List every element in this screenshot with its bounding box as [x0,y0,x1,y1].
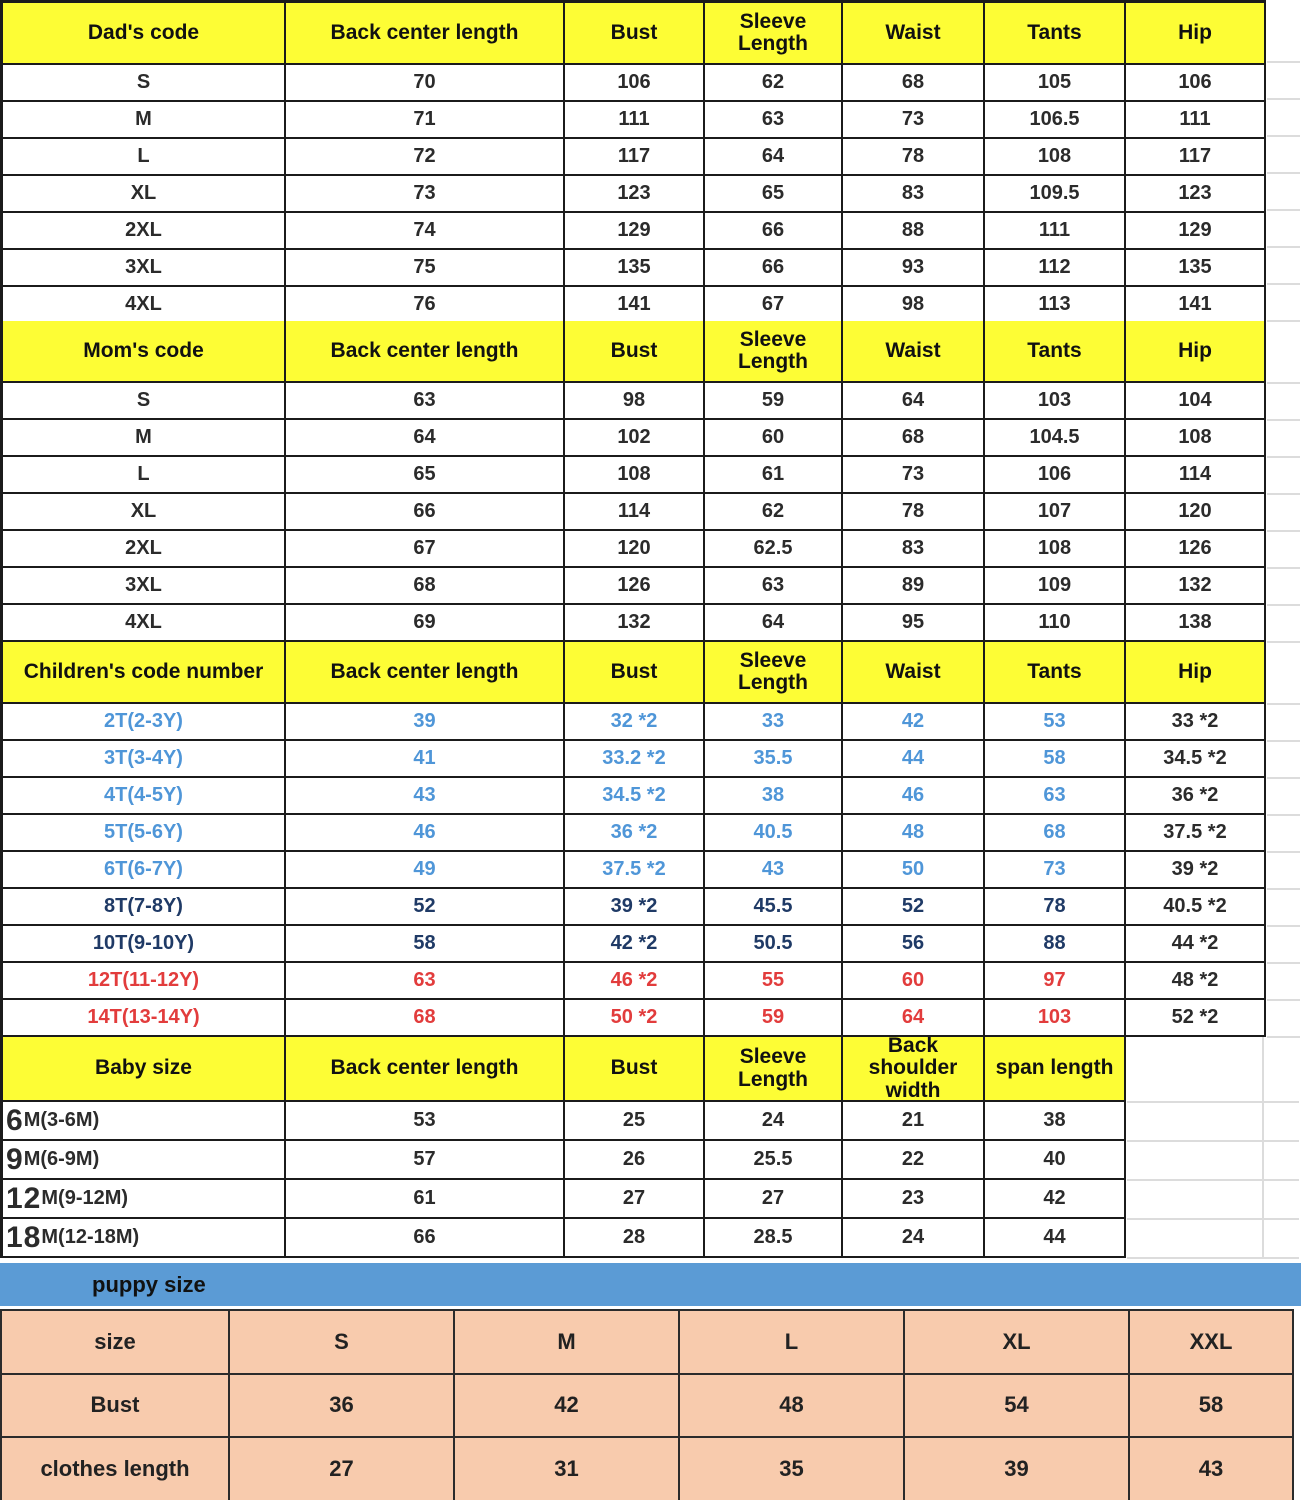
table-cell: 46 [843,778,985,815]
table-cell: 25.5 [705,1141,843,1180]
table-cell: 38 [985,1102,1126,1141]
table-cell: 76 [286,287,565,324]
row-label [3,1141,286,1180]
table-cell: 21 [843,1102,985,1141]
table-cell: 106 [1126,65,1266,102]
table-cell: 39 *2 [1126,852,1266,889]
column-header: Waist [843,321,985,383]
row-label-rest: M(6-9M) [23,1148,100,1170]
table-cell: 93 [843,250,985,287]
table-cell: 78 [985,889,1126,926]
row-label [3,1102,286,1141]
table-cell: 141 [1126,287,1266,324]
table-cell: 111 [565,102,705,139]
row-label: M [3,420,286,457]
table-cell: 120 [565,531,705,568]
faint-gridline [1127,1101,1299,1103]
row-label: 4XL [3,287,286,324]
table-cell: 66 [705,250,843,287]
table-cell: 50 *2 [565,1000,705,1037]
faint-gridline [1267,61,1300,63]
table-cell: 95 [843,605,985,642]
table-cell: 126 [565,568,705,605]
table-cell: 104.5 [985,420,1126,457]
table-cell: 62 [705,65,843,102]
row-label: size [2,1311,230,1375]
table-cell: 33 [705,704,843,741]
table-cell: 63 [705,568,843,605]
table-cell: 59 [705,1000,843,1037]
table-cell: 64 [843,1000,985,1037]
table-cell: 52 [286,889,565,926]
table-cell: 45.5 [705,889,843,926]
table-cell: 126 [1126,531,1266,568]
table-cell: 63 [286,383,565,420]
table-cell: 111 [1126,102,1266,139]
table-cell: 97 [985,963,1126,1000]
row-label: 2XL [3,531,286,568]
table-cell: 39 [905,1438,1130,1500]
table-cell: 38 [705,778,843,815]
table-cell: 58 [985,741,1126,778]
size-table-baby [0,1037,1128,1258]
row-label: 2XL [3,213,286,250]
faint-gridline [1267,320,1300,322]
size-table-dad [0,0,1266,324]
table-cell: 58 [1130,1375,1294,1439]
table-cell: 123 [565,176,705,213]
table-cell: 102 [565,420,705,457]
table-cell: 61 [705,457,843,494]
table-cell: 36 *2 [1126,778,1266,815]
column-header: Sleeve Length [705,642,843,704]
row-label: 3XL [3,568,286,605]
row-label: 4XL [3,605,286,642]
table-cell: 110 [985,605,1126,642]
table-cell: 73 [843,102,985,139]
row-label-big: 18 [6,1220,42,1254]
table-cell: 109 [985,568,1126,605]
table-cell: 27 [705,1180,843,1219]
row-label: 12T(11-12Y) [3,963,286,1000]
table-cell: 23 [843,1180,985,1219]
table-cell: 55 [705,963,843,1000]
column-header: Hip [1126,3,1266,65]
table-cell: 75 [286,250,565,287]
table-cell: 108 [1126,420,1266,457]
faint-gridline [1267,888,1300,890]
table-cell: 48 *2 [1126,963,1266,1000]
table-cell: 64 [705,605,843,642]
row-label: L [3,457,286,494]
faint-gridline [1267,493,1300,495]
row-label-rest: M(3-6M) [23,1109,100,1131]
faint-gridline [1127,1140,1299,1142]
faint-gridline [1267,962,1300,964]
column-header: Hip [1126,321,1266,383]
column-header: Bust [565,321,705,383]
faint-gridline [1267,999,1300,1001]
table-cell: 28 [565,1219,705,1258]
row-label: clothes length [2,1438,230,1500]
table-cell: 105 [985,65,1126,102]
table-cell: 106 [985,457,1126,494]
table-cell: 68 [985,815,1126,852]
table-cell: 52 [843,889,985,926]
row-label: 14T(13-14Y) [3,1000,286,1037]
table-cell: 26 [565,1141,705,1180]
table-cell: M [455,1311,680,1375]
table-cell: 106 [565,65,705,102]
table-cell: 63 [985,778,1126,815]
row-label: XL [3,176,286,213]
row-label: S [3,383,286,420]
table-cell: 70 [286,65,565,102]
table-cell: 135 [1126,250,1266,287]
table-cell: 27 [565,1180,705,1219]
table-cell: 60 [843,963,985,1000]
column-header: Tants [985,321,1126,383]
row-label: M [3,102,286,139]
faint-gridline [1267,530,1300,532]
table-cell: 50.5 [705,926,843,963]
row-label-rest: M(12-18M) [41,1226,140,1248]
table-title: Mom's code [3,321,286,383]
table-title: Baby size [3,1037,286,1102]
table-cell: 66 [705,213,843,250]
faint-gridline [1267,814,1300,816]
table-cell: 54 [905,1375,1130,1439]
table-cell: 66 [286,494,565,531]
row-label: 3XL [3,250,286,287]
table-cell: 33 *2 [1126,704,1266,741]
table-cell: 73 [286,176,565,213]
table-cell: 61 [286,1180,565,1219]
table-cell: 68 [843,420,985,457]
table-cell: 25 [565,1102,705,1141]
puppy-size-band-label: puppy size [92,1271,206,1297]
table-cell: 24 [705,1102,843,1141]
table-cell: 37.5 *2 [565,852,705,889]
table-cell: 34.5 *2 [1126,741,1266,778]
table-cell: 36 *2 [565,815,705,852]
table-cell: 52 *2 [1126,1000,1266,1037]
table-cell: 53 [985,704,1126,741]
row-label: 3T(3-4Y) [3,741,286,778]
faint-gridline [1267,456,1300,458]
faint-gridline [1267,98,1300,100]
table-cell: 35.5 [705,741,843,778]
table-cell: 88 [985,926,1126,963]
table-cell: 58 [286,926,565,963]
table-cell: 28.5 [705,1219,843,1258]
table-cell: 104 [1126,383,1266,420]
column-header: Sleeve Length [705,3,843,65]
table-cell: 71 [286,102,565,139]
column-header: Waist [843,642,985,704]
table-cell: 114 [1126,457,1266,494]
table-title: Dad's code [3,3,286,65]
table-cell: 33.2 *2 [565,741,705,778]
faint-gridline [1267,777,1300,779]
table-cell: 103 [985,383,1126,420]
table-cell: 62.5 [705,531,843,568]
table-cell: 108 [565,457,705,494]
row-label [3,1180,286,1219]
table-cell: 117 [1126,139,1266,176]
table-cell: 65 [286,457,565,494]
table-cell: 113 [985,287,1126,324]
faint-gridline [1267,1036,1300,1038]
faint-gridline [1267,703,1300,705]
row-label-rest: M(9-12M) [41,1187,129,1209]
table-cell: 64 [843,383,985,420]
table-cell: 74 [286,213,565,250]
table-cell: 64 [705,139,843,176]
table-cell: 63 [705,102,843,139]
table-cell: 42 *2 [565,926,705,963]
faint-gridline [1267,604,1300,606]
row-label: XL [3,494,286,531]
puppy-size-band [0,1263,1301,1306]
column-header: Sleeve Length [705,321,843,383]
table-cell: 98 [843,287,985,324]
table-cell: 68 [286,1000,565,1037]
column-header: Waist [843,3,985,65]
table-cell: 39 *2 [565,889,705,926]
column-header: Bust [565,1037,705,1102]
table-cell: 39 [286,704,565,741]
table-cell: 106.5 [985,102,1126,139]
table-cell: 31 [455,1438,680,1500]
table-cell: 108 [985,531,1126,568]
table-cell: 44 [985,1219,1126,1258]
faint-gridline [1127,1179,1299,1181]
table-cell: 59 [705,383,843,420]
table-cell: 34.5 *2 [565,778,705,815]
table-cell: 120 [1126,494,1266,531]
size-table-children [0,642,1266,1037]
table-cell: 66 [286,1219,565,1258]
table-cell: 68 [286,568,565,605]
table-cell: 41 [286,741,565,778]
faint-gridline [1267,283,1300,285]
table-cell: 49 [286,852,565,889]
column-header: Tants [985,642,1126,704]
table-cell: 111 [985,213,1126,250]
table-cell: 129 [1126,213,1266,250]
table-cell: 22 [843,1141,985,1180]
column-header: Back center length [286,321,565,383]
table-cell: 37.5 *2 [1126,815,1266,852]
table-cell: 98 [565,383,705,420]
size-table-mom [0,321,1266,642]
table-cell: 88 [843,213,985,250]
column-header: Back center length [286,1037,565,1102]
table-cell: 48 [843,815,985,852]
table-cell: XXL [1130,1311,1294,1375]
column-header: Hip [1126,642,1266,704]
size-table-puppy [0,1309,1294,1500]
table-cell: 27 [230,1438,455,1500]
table-cell: 43 [286,778,565,815]
table-cell: 63 [286,963,565,1000]
row-label: S [3,65,286,102]
table-cell: 43 [705,852,843,889]
column-header: Bust [565,3,705,65]
table-cell: 138 [1126,605,1266,642]
table-cell: 108 [985,139,1126,176]
table-cell: 83 [843,176,985,213]
column-header: Back center length [286,642,565,704]
table-cell: 56 [843,926,985,963]
faint-gridline [1127,1257,1299,1259]
row-label: L [3,139,286,176]
table-cell: 67 [705,287,843,324]
faint-gridline [1267,246,1300,248]
table-cell: 135 [565,250,705,287]
row-label: 2T(2-3Y) [3,704,286,741]
row-label-big: 12 [6,1181,42,1215]
table-cell: 35 [680,1438,905,1500]
faint-gridline [1267,172,1300,174]
table-title: Children's code number [3,642,286,704]
faint-gridline [1267,419,1300,421]
column-header: Back shoulder width [843,1037,985,1102]
faint-gridline [1267,641,1300,643]
table-cell: 57 [286,1141,565,1180]
table-cell: 73 [985,852,1126,889]
faint-gridline [1267,851,1300,853]
table-cell: 46 [286,815,565,852]
table-cell: 73 [843,457,985,494]
faint-gridline [1127,1218,1299,1220]
table-cell: 78 [843,494,985,531]
table-cell: 24 [843,1219,985,1258]
table-cell: 36 [230,1375,455,1439]
table-cell: 64 [286,420,565,457]
table-cell: 42 [843,704,985,741]
table-cell: 132 [1126,568,1266,605]
faint-gridline [1267,740,1300,742]
table-cell: 67 [286,531,565,568]
table-cell: 72 [286,139,565,176]
table-cell: 40.5 [705,815,843,852]
table-cell: 48 [680,1375,905,1439]
table-cell: 44 *2 [1126,926,1266,963]
table-cell: 83 [843,531,985,568]
faint-gridline [1267,209,1300,211]
table-cell: 112 [985,250,1126,287]
column-header: Bust [565,642,705,704]
row-label: 5T(5-6Y) [3,815,286,852]
table-cell: 114 [565,494,705,531]
table-cell: 44 [843,741,985,778]
table-cell: 89 [843,568,985,605]
table-cell: 46 *2 [565,963,705,1000]
table-cell: 43 [1130,1438,1294,1500]
table-cell: 42 [985,1180,1126,1219]
table-cell: 132 [565,605,705,642]
table-cell: 62 [705,494,843,531]
table-cell: L [680,1311,905,1375]
column-header: Back center length [286,3,565,65]
table-cell: S [230,1311,455,1375]
row-label: 8T(7-8Y) [3,889,286,926]
table-cell: 60 [705,420,843,457]
row-label: 4T(4-5Y) [3,778,286,815]
table-cell: XL [905,1311,1130,1375]
faint-gridline [1267,382,1300,384]
row-label: 6T(6-7Y) [3,852,286,889]
column-header: Tants [985,3,1126,65]
faint-gridline [1262,1037,1264,1258]
table-cell: 123 [1126,176,1266,213]
column-header: span length [985,1037,1126,1102]
table-cell: 107 [985,494,1126,531]
table-cell: 69 [286,605,565,642]
table-cell: 50 [843,852,985,889]
table-cell: 53 [286,1102,565,1141]
table-cell: 40 [985,1141,1126,1180]
faint-gridline [1267,567,1300,569]
faint-gridline [1267,135,1300,137]
table-cell: 129 [565,213,705,250]
faint-gridline [1267,925,1300,927]
row-label: Bust [2,1375,230,1439]
table-cell: 68 [843,65,985,102]
table-cell: 40.5 *2 [1126,889,1266,926]
table-cell: 42 [455,1375,680,1439]
table-cell: 78 [843,139,985,176]
row-label [3,1219,286,1258]
row-label: 10T(9-10Y) [3,926,286,963]
table-cell: 109.5 [985,176,1126,213]
row-label-big: 9 [6,1142,24,1176]
table-cell: 32 *2 [565,704,705,741]
table-cell: 103 [985,1000,1126,1037]
table-cell: 117 [565,139,705,176]
table-cell: 65 [705,176,843,213]
column-header: Sleeve Length [705,1037,843,1102]
row-label-big: 6 [6,1103,24,1137]
table-cell: 141 [565,287,705,324]
